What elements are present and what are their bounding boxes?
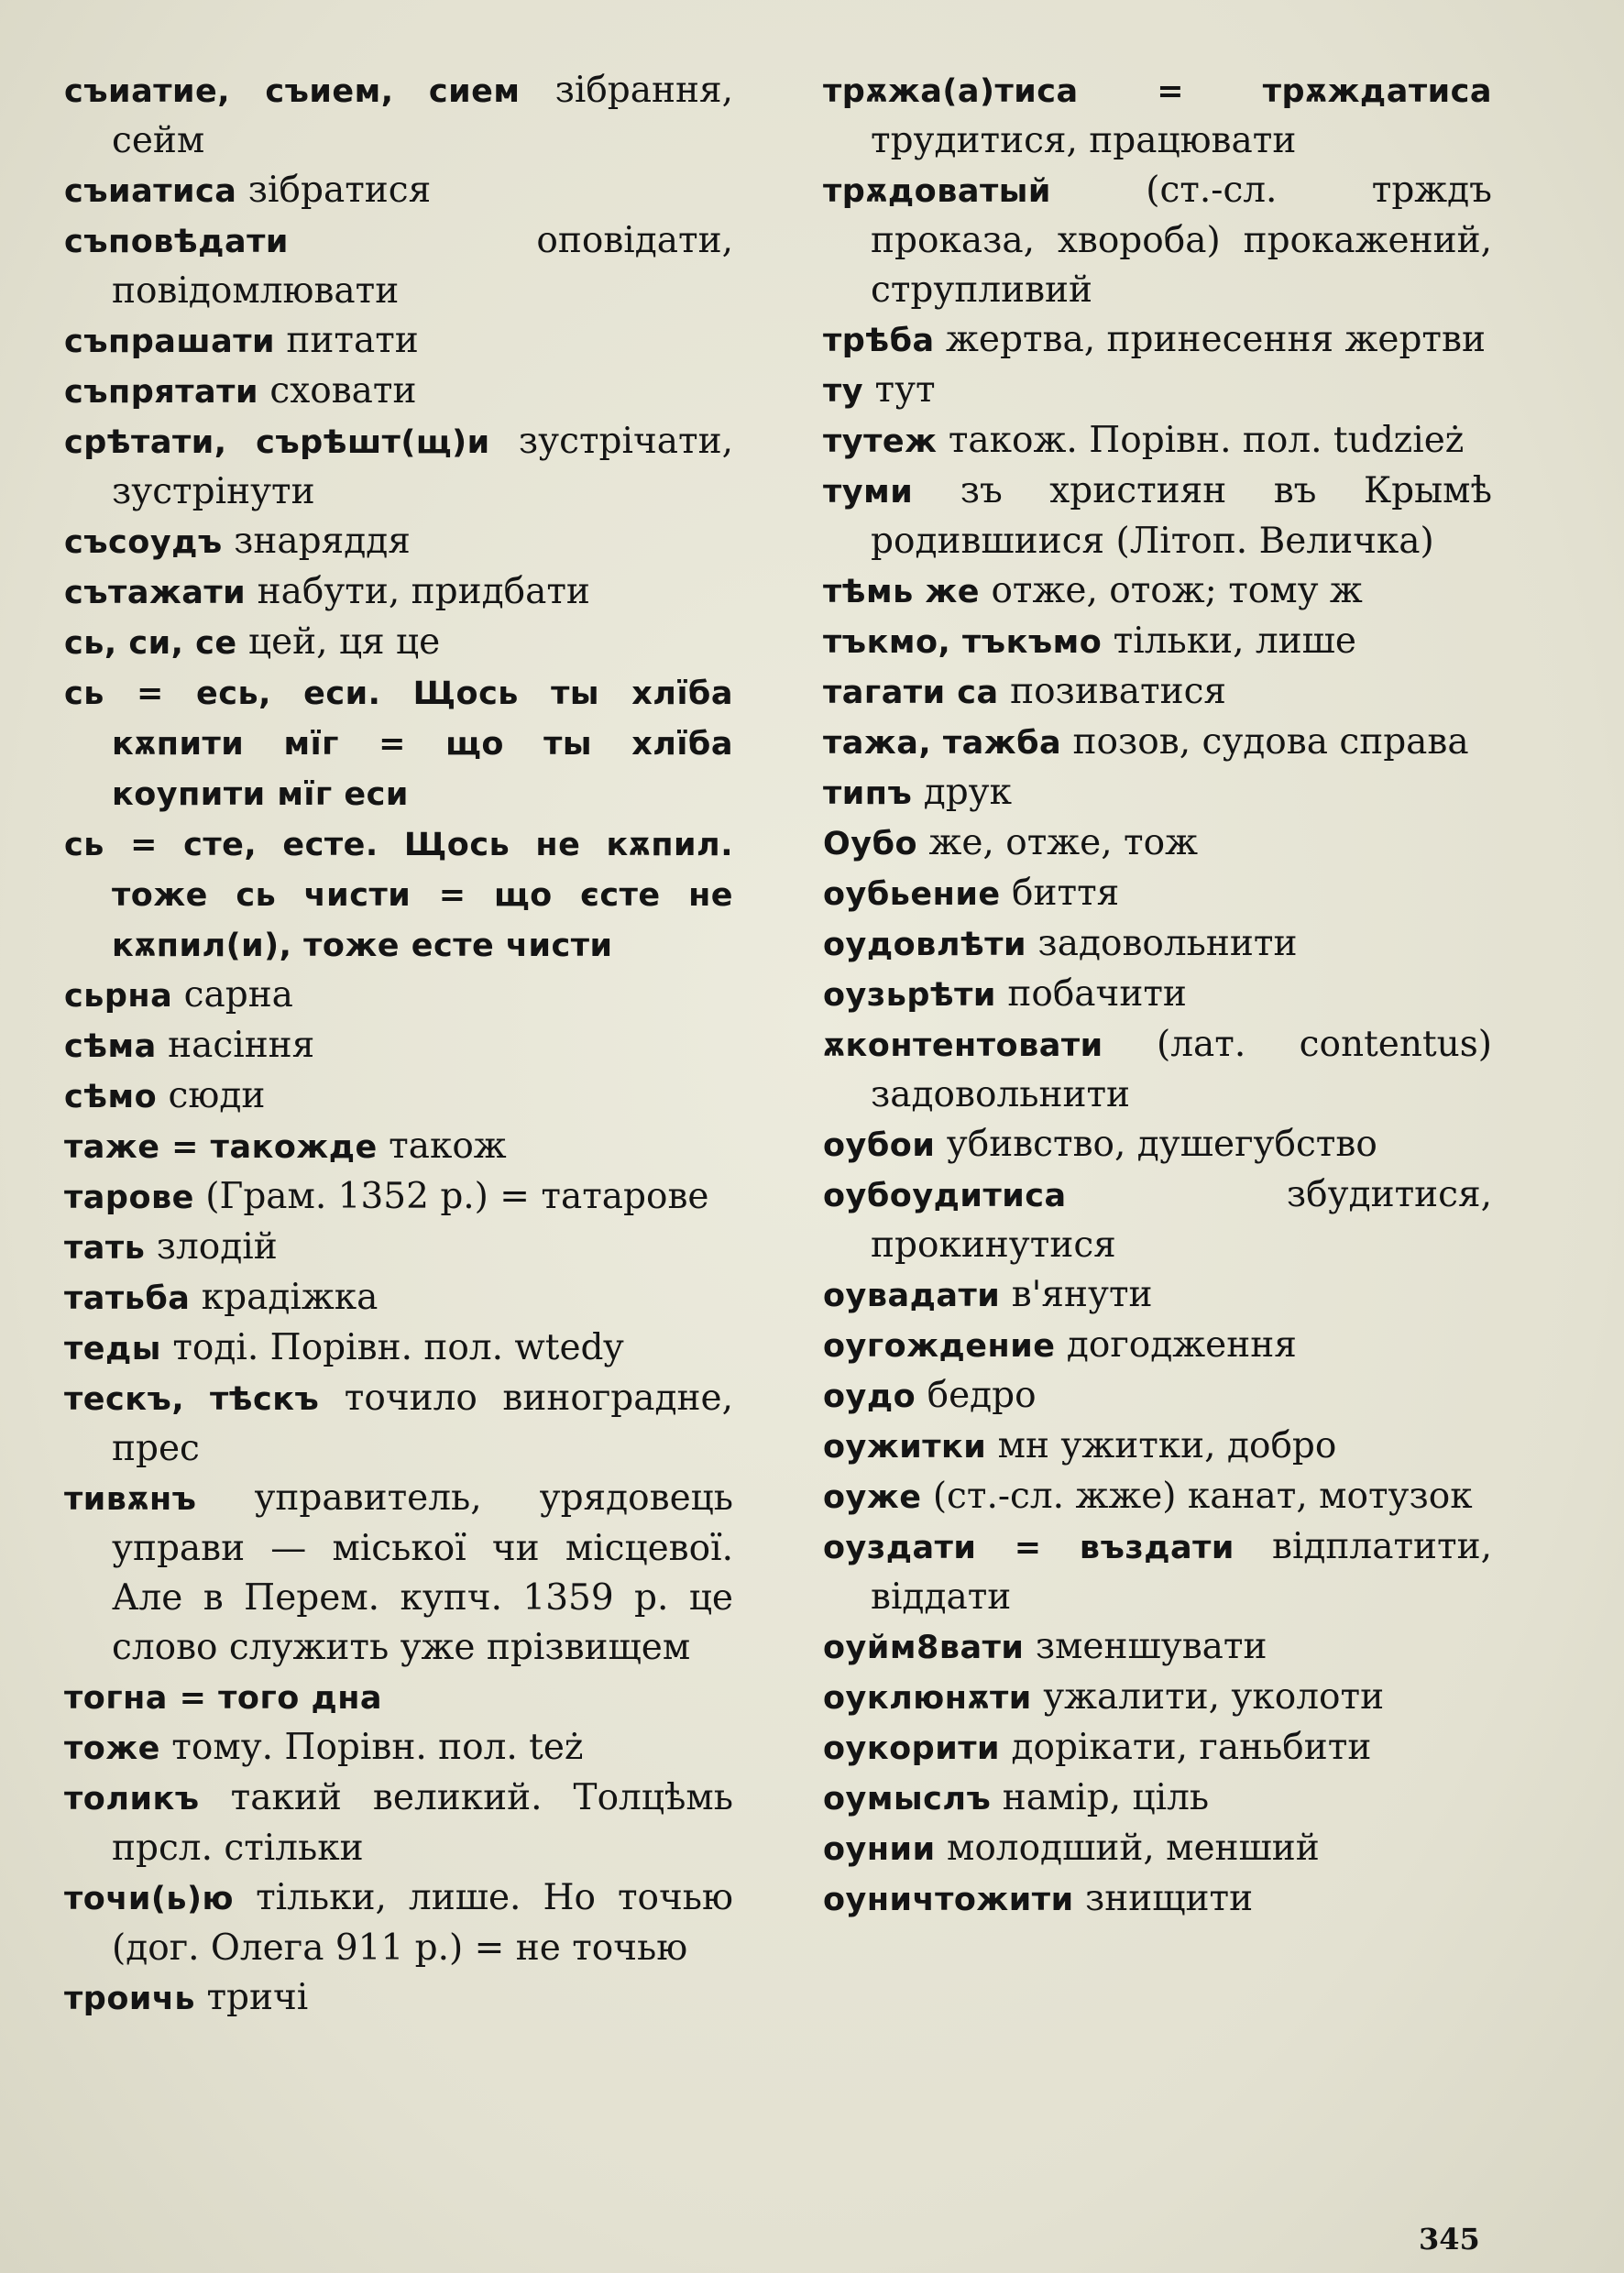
entry-headword: съповѣдати (64, 224, 289, 260)
dictionary-entry (823, 315, 1492, 366)
dictionary-entry (64, 1474, 733, 1673)
entry-headword: съиатие, съием, сием (64, 73, 521, 110)
left-column (64, 66, 733, 2024)
entry-headword: оубьение (823, 876, 1001, 913)
entry-definition: управитель, урядовець управи — міської чи місцевої. Але в Перем. купч. 1359 р. це слово служить уже прізвищем (112, 1477, 733, 1668)
entry-definition: знищити (1073, 1878, 1254, 1919)
entry-headword: трѫдоватый (823, 173, 1051, 210)
entry-definition: позов, судова справа (1061, 721, 1469, 763)
entry-headword: съпрашати (64, 324, 276, 360)
entry-headword: тескъ, тѣскъ (64, 1381, 320, 1418)
entry-headword: туми (823, 474, 914, 511)
entry-definition: цей, ця це (236, 621, 441, 663)
dictionary-entry (823, 166, 1492, 315)
entry-definition: тільки, лише. Но точью (дог. Олега 911 р.) = не точью (112, 1877, 733, 1969)
dictionary-entry (64, 166, 733, 216)
entry-headword: тивѫнъ (64, 1481, 197, 1518)
dictionary-entry (64, 216, 733, 316)
entry-headword: сьрна (64, 978, 173, 1015)
entry-headword: оуздати = въздати (823, 1530, 1234, 1566)
entry-headword: сътажати (64, 575, 247, 611)
entry-headword: толикъ (64, 1781, 200, 1817)
right-column (823, 66, 1492, 1925)
entry-definition: питати (275, 320, 419, 361)
dictionary-entry (64, 1223, 733, 1273)
dictionary-entry (823, 919, 1492, 970)
entry-headword: тарове (64, 1180, 194, 1216)
entry-definition: же, отже, тож (917, 822, 1198, 863)
dictionary-entry (823, 718, 1492, 768)
entry-definition: позиватися (998, 671, 1227, 712)
entry-definition: молодший, менший (935, 1828, 1320, 1869)
entry-definition: тут (863, 369, 936, 411)
entry-definition: такий великий. Толцѣмь прсл. стільки (112, 1777, 733, 1869)
dictionary-entry (823, 1120, 1492, 1170)
entry-headword: трѣба (823, 323, 935, 359)
entry-definition: сарна (172, 974, 293, 1016)
entry-headword: оудо (823, 1378, 916, 1415)
entry-headword: тъкмо, тъкъмо (823, 624, 1103, 661)
entry-definition: злодій (145, 1226, 278, 1268)
dictionary-entry (64, 316, 733, 367)
dictionary-entry (64, 367, 733, 417)
dictionary-entry (823, 768, 1492, 818)
entry-definition: зъ християн въ Крымѣ родившиися (Літоп. Величка) (871, 470, 1492, 562)
dictionary-entry (64, 1071, 733, 1122)
entry-definition: (лат. contentus) задовольнити (871, 1024, 1492, 1115)
dictionary-entry (823, 1422, 1492, 1472)
entry-headword: оунии (823, 1831, 936, 1868)
dictionary-entry (64, 1172, 733, 1223)
dictionary-entry (64, 1873, 733, 1973)
entry-headword: оудовлѣти (823, 927, 1027, 963)
entry-headword: тагати са (823, 675, 999, 711)
entry-definition: тому. Порівн. пол. też (159, 1727, 584, 1768)
entry-headword: срѣтати, сърѣшт(щ)и (64, 424, 490, 461)
dictionary-entry (823, 1522, 1492, 1622)
entry-headword: Оубо (823, 826, 918, 862)
dictionary-entry (823, 1824, 1492, 1874)
dictionary-entry (64, 1021, 733, 1071)
entry-headword: сь, си, се (64, 625, 237, 662)
entry-headword: оумыслъ (823, 1781, 992, 1817)
entry-definition: відплатити, віддати (871, 1526, 1492, 1618)
entry-headword: типъ (823, 775, 913, 812)
entry-headword: тѣмь же (823, 574, 981, 610)
entry-headword: сѣмо (64, 1079, 158, 1115)
entry-headword: тать (64, 1230, 146, 1267)
dictionary-entry (64, 1122, 733, 1172)
entry-headword: тажа, тажба (823, 725, 1062, 762)
entry-definition: мн ужитки, добро (986, 1425, 1337, 1466)
dictionary-entry (64, 1973, 733, 2024)
entry-definition: убивство, душегубство (935, 1124, 1377, 1165)
dictionary-entry (64, 668, 733, 819)
entry-definition: збудитися, прокинутися (871, 1174, 1492, 1266)
dictionary-entry (64, 567, 733, 618)
entry-definition: тричі (195, 1977, 309, 2018)
entry-definition: друк (912, 772, 1012, 813)
entry-headword: трѫжа(а)тиса = трѫждатиса (823, 73, 1492, 110)
entry-headword: сь = сте, есте. Щось не кѫпил. тоже сь чисти = що єсте не кѫпил(и), тоже есте чисти (64, 827, 733, 964)
entry-headword: точи(ь)ю (64, 1881, 235, 1917)
entry-headword: тоже (64, 1730, 160, 1767)
dictionary-entry (823, 1622, 1492, 1673)
entry-definition: в'янути (1000, 1274, 1153, 1315)
page-number: 345 (1419, 2222, 1480, 2257)
entry-definition: також (377, 1126, 507, 1167)
dictionary-entry (64, 1773, 733, 1873)
entry-definition: дорікати, ганьбити (1000, 1727, 1372, 1768)
dictionary-entry (64, 1374, 733, 1474)
dictionary-entry (823, 869, 1492, 919)
entry-definition: сховати (258, 370, 417, 412)
dictionary-entry (823, 667, 1492, 718)
entry-definition: також. Порівн. пол. tudzież (937, 420, 1465, 461)
dictionary-entry (64, 517, 733, 567)
dictionary-entry (823, 66, 1492, 166)
entry-definition: (ст.-сл. трждъ проказа, хвороба) прокажений, струпливий (871, 170, 1492, 311)
entry-definition: зібрання, сейм (112, 70, 733, 161)
dictionary-entry (823, 1723, 1492, 1773)
dictionary-entry (64, 971, 733, 1021)
dictionary-entry (823, 1773, 1492, 1824)
entry-definition: набути, придбати (246, 571, 590, 612)
entry-headword: троичь (64, 1981, 196, 2017)
entry-headword: оукорити (823, 1730, 1001, 1767)
dictionary-entry (823, 1020, 1492, 1120)
entry-headword: оубоудитиса (823, 1178, 1067, 1214)
dictionary-entry (64, 66, 733, 166)
entry-headword: тутеж (823, 423, 938, 460)
entry-definition: жертва, принесення жертви (934, 319, 1486, 360)
dictionary-entry (823, 566, 1492, 617)
entry-definition: (Грам. 1352 р.) = татарове (193, 1176, 709, 1217)
entry-headword: сь = есь, еси. Щось ты хлїба кѫпити мїг = що ты хлїба коупити мїг еси (64, 675, 733, 813)
entry-definition: задовольнити (1026, 923, 1298, 964)
entry-headword: оугождение (823, 1328, 1056, 1365)
dictionary-entry (823, 1874, 1492, 1925)
dictionary-entry (64, 1323, 733, 1374)
entry-definition: сюди (157, 1075, 266, 1116)
dictionary-entry (823, 1673, 1492, 1723)
entry-headword: оуничтожити (823, 1882, 1074, 1918)
dictionary-entry (823, 1270, 1492, 1321)
entry-definition: намір, ціль (991, 1777, 1210, 1818)
dictionary-entry (823, 416, 1492, 467)
entry-headword: татьба (64, 1280, 191, 1317)
dictionary-entry (64, 1673, 733, 1723)
entry-definition: (ст.-сл. жже) канат, мотузок (921, 1476, 1473, 1517)
entry-headword: съиатиса (64, 173, 237, 210)
entry-definition: зменшувати (1024, 1626, 1267, 1667)
entry-definition: тоді. Порівн. пол. wtedy (160, 1327, 624, 1368)
entry-definition: насіння (156, 1025, 315, 1066)
dictionary-entry (64, 819, 733, 971)
entry-headword: ту (823, 373, 864, 410)
entry-definition: оповідати, повідомлювати (112, 220, 733, 312)
dictionary-entry (823, 617, 1492, 667)
entry-definition: зібратися (236, 170, 432, 211)
dictionary-entry (823, 366, 1492, 416)
dictionary-entry (64, 1273, 733, 1323)
entry-headword: оужитки (823, 1429, 987, 1466)
entry-definition: отже, отож; тому ж (980, 570, 1363, 611)
entry-definition: биття (1000, 873, 1120, 914)
entry-headword: съпрятати (64, 374, 258, 411)
entry-headword: таже = такожде (64, 1129, 378, 1166)
entry-headword: оубои (823, 1127, 936, 1164)
entry-definition: трудитися, працювати (871, 120, 1297, 161)
entry-definition: догодження (1055, 1324, 1297, 1366)
dictionary-entry (823, 970, 1492, 1020)
entry-headword: сѣма (64, 1028, 157, 1065)
dictionary-entry (823, 467, 1492, 566)
dictionary-entry (64, 618, 733, 668)
entry-headword: ѫконтентовати (823, 1027, 1103, 1064)
entry-headword: тогна = того дна (64, 1680, 383, 1717)
dictionary-entry (64, 417, 733, 517)
entry-definition: знаряддя (222, 521, 411, 562)
entry-definition: ужалити, уколоти (1031, 1676, 1385, 1718)
entry-headword: оуклюнѫти (823, 1680, 1032, 1717)
dictionary-entry (823, 1472, 1492, 1522)
entry-definition: тільки, лише (1102, 620, 1357, 662)
entry-definition: крадіжка (190, 1277, 379, 1318)
entry-headword: оузьрѣти (823, 977, 996, 1014)
entry-headword: съсоудъ (64, 524, 223, 561)
dictionary-entry (823, 1170, 1492, 1270)
dictionary-entry (823, 818, 1492, 869)
entry-headword: оуйм8вати (823, 1630, 1025, 1666)
entry-definition: зустрічати, зустрінути (112, 421, 733, 512)
dictionary-entry (823, 1321, 1492, 1371)
entry-headword: теды (64, 1331, 161, 1367)
entry-definition: точило виноградне, прес (112, 1378, 733, 1469)
entry-definition: бедро (916, 1375, 1037, 1416)
entry-headword: оуже (823, 1479, 922, 1516)
entry-headword: оувадати (823, 1278, 1001, 1314)
entry-definition: побачити (995, 973, 1187, 1015)
dictionary-entry (823, 1371, 1492, 1422)
dictionary-entry (64, 1723, 733, 1773)
